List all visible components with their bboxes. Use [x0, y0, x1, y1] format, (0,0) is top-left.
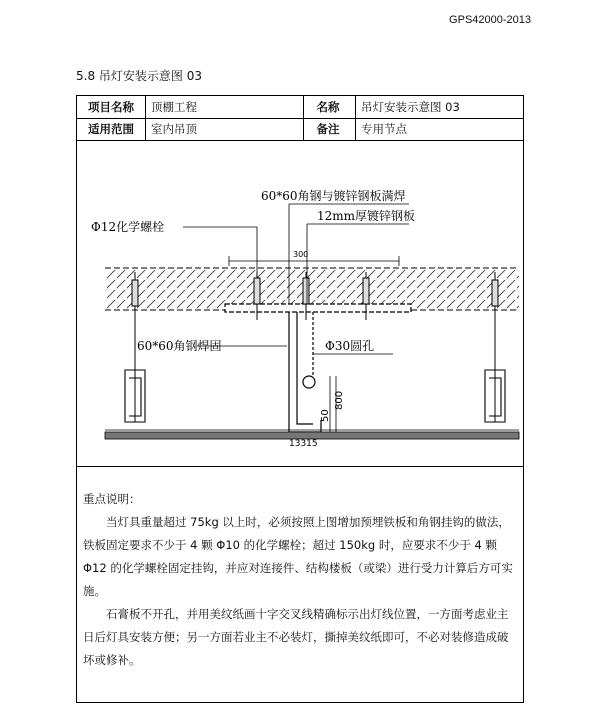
weld-label: 60*60角钢与镀锌钢板满焊	[261, 189, 406, 203]
remark-label: 备注	[316, 122, 340, 136]
steel-plate	[225, 304, 411, 312]
table-divider	[145, 96, 146, 140]
name-label: 名称	[316, 100, 340, 114]
side-brackets	[125, 370, 505, 422]
gypsum-ceiling	[105, 430, 519, 439]
notes-heading: 重点说明：	[83, 492, 141, 506]
angle-steel-hook	[289, 312, 321, 432]
dim-800-label: 800	[334, 390, 345, 410]
table-divider	[355, 96, 356, 140]
dim-50-label: 50	[320, 409, 331, 422]
dim-bottom-label: 13315	[289, 439, 318, 449]
scope-label: 适用范围	[88, 122, 134, 136]
bolt-label: Φ12化学螺栓	[91, 220, 165, 234]
table-divider	[303, 96, 304, 140]
scope-value: 室内吊顶	[151, 122, 197, 136]
detail-sheet	[76, 95, 524, 703]
installation-drawing	[77, 140, 523, 467]
info-row-1	[77, 96, 523, 119]
section-title: 5.8 吊灯安装示意图 03	[76, 69, 202, 83]
name-value: 吊灯安装示意图 03	[361, 100, 460, 114]
dim-300-label: 300	[293, 250, 309, 259]
document-number: GPS42000-2013	[449, 14, 531, 26]
angle-label: 60*60角钢焊固	[137, 339, 222, 353]
notes-paragraph-1: 当灯具重量超过 75kg 以上时，必须按照上图增加预埋铁板和角钢挂钩的做法，铁板固定要求不少于 4 颗 Φ10 的化学螺栓；超过 150kg 时，应要求不少于 4 颗 Φ12 的化学螺栓固定挂钩，并应对连接件、结构楼板（或梁）进行受力计算后方可实施。	[83, 515, 513, 598]
remark-value: 专用节点	[361, 122, 407, 136]
notes-paragraph-2: 石膏板不开孔，并用美纹纸画十字交叉线精确标示出灯线位置，一方面考虑业主日后灯具安装方便；另一方面若业主不必装灯，撕掉美纹纸即可，不必对装修造成破坏或修补。	[83, 607, 509, 667]
project-label: 项目名称	[88, 100, 134, 114]
notes-block	[83, 488, 519, 672]
project-value: 顶棚工程	[151, 100, 197, 114]
info-row-2	[77, 118, 523, 141]
hole-label: Φ30圆孔	[325, 339, 375, 353]
plate-label: 12mm厚镀锌钢板	[317, 209, 416, 223]
dimension-300	[229, 256, 399, 266]
